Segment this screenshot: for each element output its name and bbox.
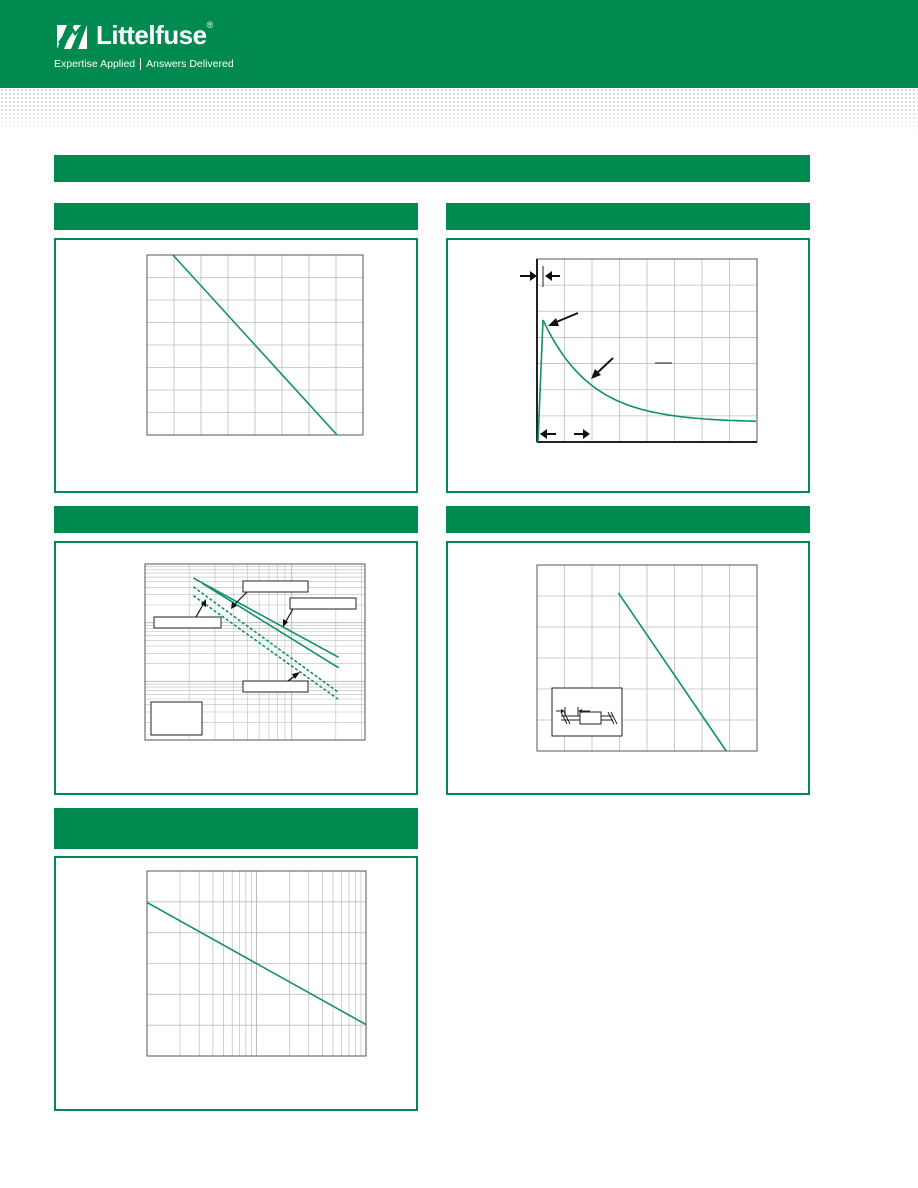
chart-3 — [145, 564, 365, 740]
brand-name: Littelfuse® — [96, 20, 213, 50]
chart-4 — [537, 565, 757, 751]
arrow-left-icon — [545, 271, 560, 281]
chart-3-callout-box — [243, 581, 308, 592]
arrow-peak-icon — [548, 313, 578, 326]
chart-4-inset-diagram — [552, 688, 622, 736]
arrow-left-icon — [540, 429, 556, 439]
tagline-left: Expertise Applied — [54, 58, 136, 70]
chart-1 — [147, 255, 363, 435]
arrow-decay-icon — [591, 358, 613, 379]
arrow-right-icon — [574, 429, 590, 439]
chart-4-series-line — [618, 593, 726, 751]
tagline-right: Answers Delivered — [146, 58, 234, 70]
chart-3-callout-box — [154, 617, 221, 628]
chart-3-legend-box — [151, 702, 202, 735]
chart-2 — [520, 259, 757, 442]
chart-5 — [147, 871, 366, 1056]
chart-3-callout-box — [243, 681, 308, 692]
registered-mark: ® — [206, 20, 213, 30]
arrow-right-icon — [520, 271, 537, 281]
callout-arrowhead-icon — [292, 672, 300, 679]
chart-2-grid — [537, 259, 757, 442]
chart-3-callout-box — [290, 598, 356, 609]
